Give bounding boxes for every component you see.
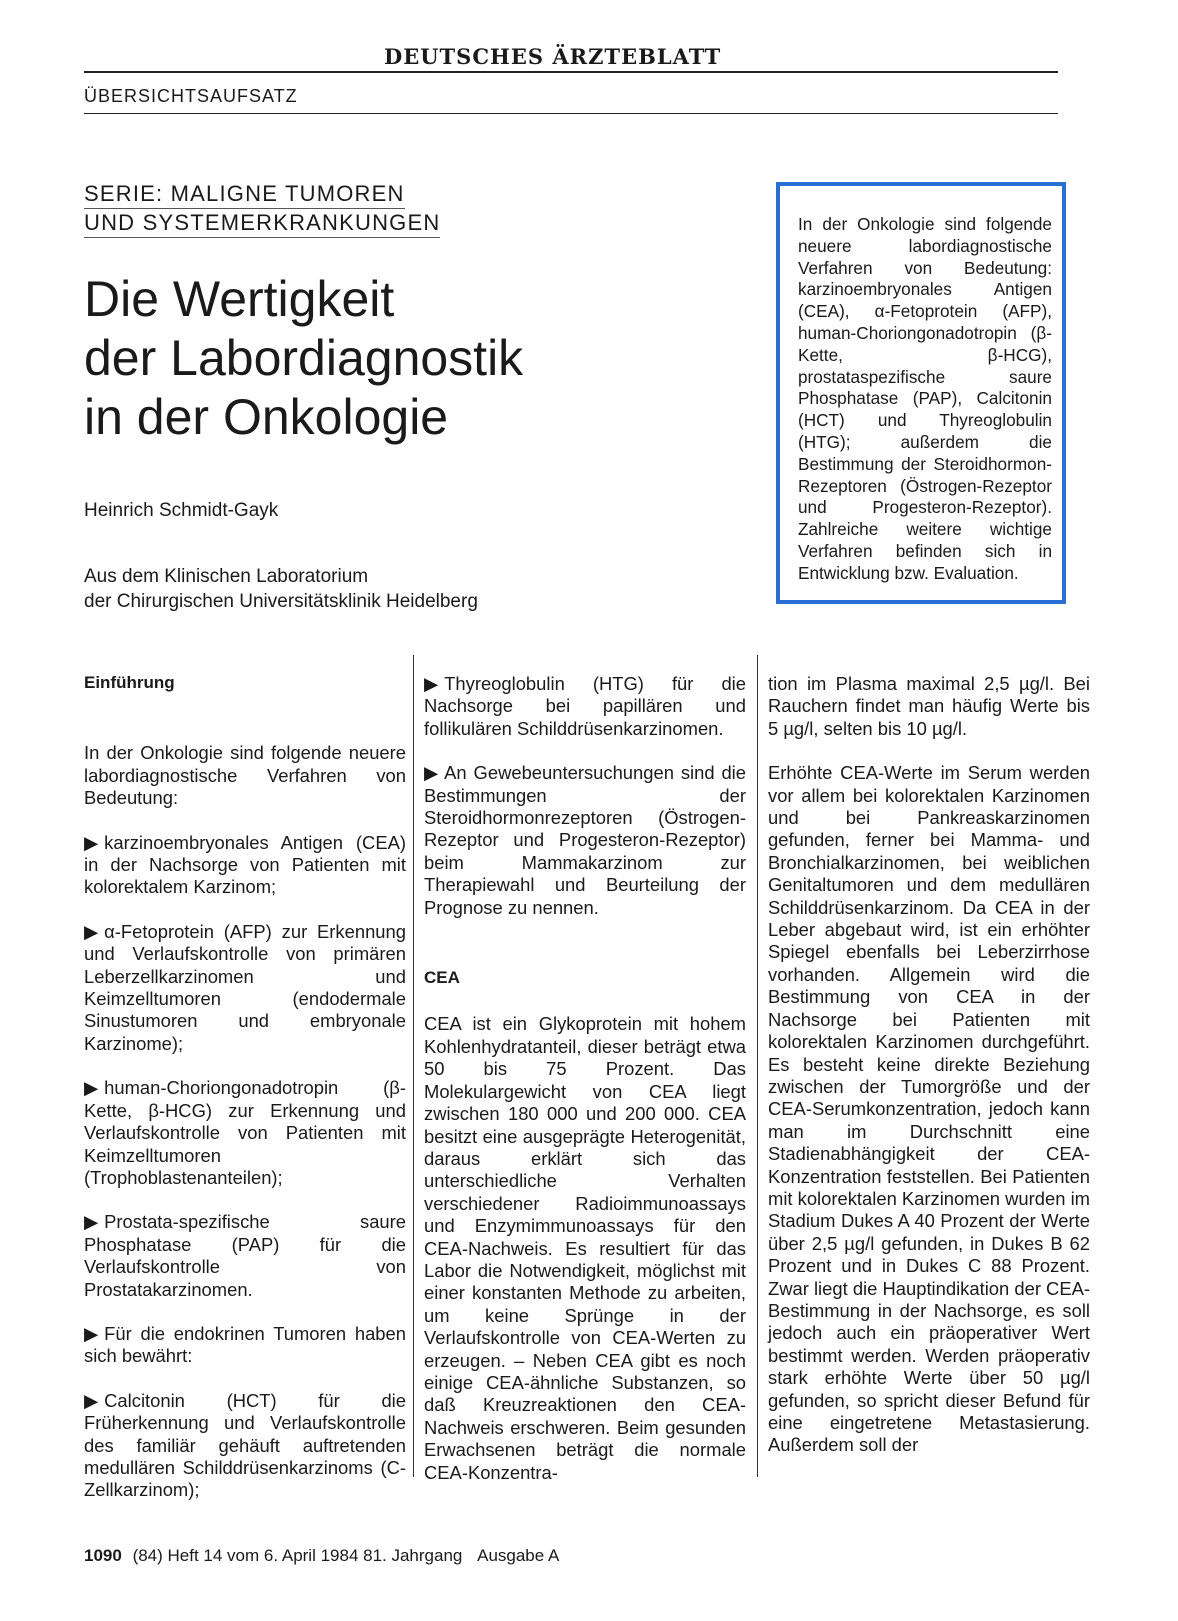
list-item: ▶ Prostata-spezifische saure Phosphatase (PAP) für die Verlaufskontrolle von Prostatakarzinomen.: [84, 1211, 406, 1300]
triangle-bullet-icon: ▶: [84, 1211, 99, 1233]
column-2: [424, 673, 746, 1506]
column-divider-2: [757, 655, 758, 1477]
heading-cea: CEA: [424, 968, 460, 988]
triangle-bullet-icon: ▶: [84, 1389, 99, 1411]
cea-paragraph: CEA ist ein Glykoprotein mit hohem Kohlenhydratanteil, dieser beträgt etwa 50 bis 75 Prozent. Das Molekulargewicht von CEA liegt zwischen 180 000 und 200 000. CEA besitzt eine ausgeprägte Heterogenität, daraus erklärt sich das unterschiedliche Verhalten verschiedener Radioimmunoassays und Enzymimmunoassays für den CEA-Nachweis. Es resultiert für das Labor die Notwendigkeit, möglichst mit einer konstanten Methode zu arbeiten, um keine Sprünge in der Verlaufskontrolle von CEA-Werten zu erzeugen. – Neben CEA gibt es noch einige CEA-ähnliche Substanzen, so daß Kreuzreaktionen den CEA-Nachweis erschweren. Beim gesunden Erwachsenen beträgt die normale CEA-Konzentra-: [424, 1013, 746, 1483]
intro-paragraph: In der Onkologie sind folgende neuere labordiagnostische Verfahren von Bedeutung:: [84, 742, 406, 809]
series-line-2: UND SYSTEMERKRANKUNGEN: [84, 209, 440, 238]
column-divider-1: [413, 655, 414, 1477]
heading-einfuehrung: Einführung: [84, 673, 175, 692]
triangle-bullet-icon: ▶: [84, 1077, 99, 1099]
page-number: 1090: [84, 1546, 122, 1565]
page-footer: [84, 1546, 559, 1566]
affiliation: [84, 564, 478, 614]
series-label: [84, 180, 440, 238]
paragraph: tion im Plasma maximal 2,5 µg/l. Bei Rauchern findet man häufig Werte bis 5 µg/l, selten bis 10 µg/l.: [768, 673, 1090, 739]
list-item: ▶ An Gewebeuntersuchungen sind die Bestimmungen der Steroidhormonrezeptoren (Östrogen-Rezeptor und Progesteron-Rezeptor) beim Mammakarzinom zur Therapiewahl und Beurteilung der Prognose zu nennen.: [424, 762, 746, 918]
title-line-1: Die Wertigkeit: [84, 271, 395, 327]
triangle-bullet-icon: ▶: [84, 831, 99, 853]
masthead-rule: [84, 71, 1058, 73]
triangle-bullet-icon: ▶: [424, 673, 439, 694]
article-title: [84, 270, 523, 447]
column-1: [84, 672, 406, 1524]
journal-masthead: DEUTSCHES ÄRZTEBLATT: [384, 44, 722, 69]
triangle-bullet-icon: ▶: [424, 762, 439, 784]
series-line-1: SERIE: MALIGNE TUMOREN: [84, 180, 405, 209]
affiliation-line-1: Aus dem Klinischen Laboratorium: [84, 566, 369, 587]
column-3: [768, 673, 1090, 1479]
edition-label: Ausgabe A: [477, 1546, 560, 1565]
list-item: ▶ human-Choriongonadotropin (β-Kette, β-HCG) zur Erkennung und Verlaufskontrolle von Patienten mit Keimzelltumoren (Trophoblastenanteilen);: [84, 1077, 406, 1188]
issue-info: (84) Heft 14 vom 6. April 1984 81. Jahrgang: [132, 1546, 463, 1565]
author-name: Heinrich Schmidt-Gayk: [84, 500, 279, 521]
paragraph: Erhöhte CEA-Werte im Serum werden vor allem bei kolorektalen Karzinomen und bei Pankreaskarzinomen gefunden, ferner bei Mamma- und Bronchialkarzinomen, bei weiblichen Genitaltumoren und dem medullären Schilddrüsenkarzinom. Da CEA in der Leber abgebaut wird, ist ein erhöhter Spiegel ebenfalls bei Leberzirrhose vorhanden. Allgemein wird die Bestimmung von CEA in der Nachsorge bei Patienten mit kolorektalen Karzinomen durchgeführt. Es besteht keine direkte Beziehung zwischen der Tumorgröße und der CEA-Serumkonzentration, jedoch kann man im Durchschnitt eine Stadienabhängigkeit der CEA-Konzentration feststellen. Bei Patienten mit kolorektalen Karzinomen wurden im Stadium Dukes A 40 Prozent der Werte über 2,5 µg/l gefunden, in Dukes B 62 Prozent und in Dukes C 88 Prozent. Zwar liegt die Hauptindikation der CEA-Bestimmung in der Nachsorge, es soll jedoch auch ein präoperativer Wert bestimmt werden. Werden präoperativ stark erhöhte Werte über 50 µg/l gefunden, so spricht dieser Befund für eine eingetretene Metastasierung. Außerdem soll der: [768, 762, 1090, 1456]
list-item: ▶ Thyreoglobulin (HTG) für die Nachsorge bei papillären und follikulären Schilddrüsenkarzinomen.: [424, 673, 746, 739]
triangle-bullet-icon: ▶: [84, 920, 99, 942]
summary-text: In der Onkologie sind folgende neuere labordiagnostische Verfahren von Bedeutung: karzinoembryonales Antigen (CEA), α-Fetoprotein (AFP), human-Choriongonadotropin (β-Kette, β-HCG), prostataspezifische saure Phosphatase (PAP), Calcitonin (HCT) und Thyreoglobulin (HTG); außerdem die Bestimmung der Steroidhormon-Rezeptoren (Östrogen-Rezeptor und Progesteron-Rezeptor). Zahlreiche weitere wichtige Verfahren befinden sich in Entwicklung bzw. Evaluation.: [798, 214, 1052, 583]
list-item: ▶ karzinoembryonales Antigen (CEA) in der Nachsorge von Patienten mit kolorektalem Karzinom;: [84, 831, 406, 898]
affiliation-line-2: der Chirurgischen Universitätsklinik Heidelberg: [84, 591, 478, 612]
section-rule: [84, 113, 1058, 114]
section-label: ÜBERSICHTSAUFSATZ: [84, 86, 298, 106]
summary-box: [776, 182, 1066, 604]
list-item: ▶ Für die endokrinen Tumoren haben sich bewährt:: [84, 1322, 406, 1367]
title-line-3: in der Onkologie: [84, 389, 449, 445]
title-line-2: der Labordiagnostik: [84, 330, 524, 386]
list-item: ▶ Calcitonin (HCT) für die Früherkennung und Verlaufskontrolle des familiär gehäuft auftretenden medullären Schilddrüsenkarzinoms (C-Zellkarzinom);: [84, 1389, 406, 1501]
triangle-bullet-icon: ▶: [84, 1322, 99, 1344]
list-item: ▶ α-Fetoprotein (AFP) zur Erkennung und Verlaufskontrolle von primären Leberzellkarzinomen und Keimzelltumoren (endodermale Sinustumoren und embryonale Karzinome);: [84, 920, 406, 1054]
